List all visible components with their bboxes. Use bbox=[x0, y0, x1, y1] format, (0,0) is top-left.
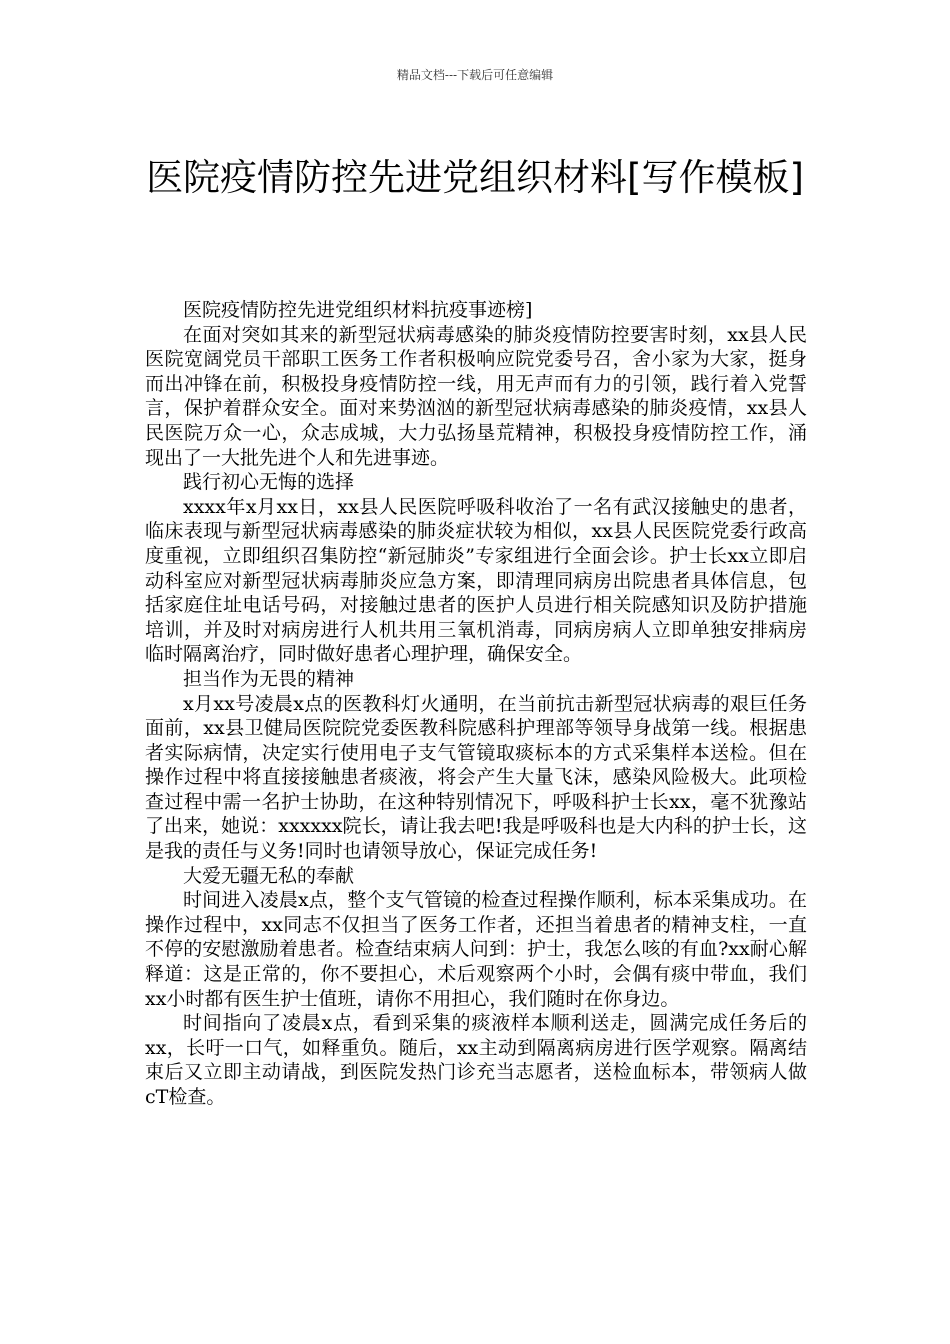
section-heading: 担当作为无畏的精神 bbox=[183, 667, 355, 690]
paragraph: x月xx号凌晨x点的医教科灯火通明，在当前抗击新型冠状病毒的艰巨任务面前，xx县卫健局医院院党委医教科院感科护理部等领导身战第一线。根据患者实际病情，决定实行使用电子支气管镜取痰标本的方式采集样本送检。但在操作过程中将直接接触患者痰液，将会产生大量飞沫，感染风险极大。此项检查过程中需一名护士协助，在这种特别情况下，呼吸科护士长xx，毫不犹豫站了出来，她说：xxxxxx院长，请让我去吧!我是呼吸科也是大内科的护士长，这是我的责任与义务!同时也请领导放心，保证完成任务! bbox=[145, 692, 807, 863]
paragraph: 时间指向了凌晨x点，看到采集的痰液样本顺利送走，圆满完成任务后的xx，长吁一口气，如释重负。随后，xx主动到隔离病房进行医学观察。隔离结束后又立即主动请战，到医院发热门诊充当志愿者，送检血标本，带领病人做cT检查。 bbox=[145, 1012, 807, 1108]
section-heading: 大爱无疆无私的奉献 bbox=[183, 864, 355, 887]
paragraph: 时间进入凌晨x点，整个支气管镜的检查过程操作顺利，标本采集成功。在操作过程中，xx同志不仅担当了医务工作者，还担当着患者的精神支柱，一直不停的安慰激励着患者。检查结束病人问到：护士，我怎么咳的有血?xx耐心解释道：这是正常的，你不要担心，术后观察两个小时，会偶有痰中带血，我们xx小时都有医生护士值班，请你不用担心，我们随时在你身边。 bbox=[145, 889, 807, 1010]
document-title: 医院疫情防控先进党组织材料[写作模板] bbox=[146, 155, 804, 199]
paragraph: 在面对突如其来的新型冠状病毒感染的肺炎疫情防控要害时刻，xx县人民医院宽阔党员干部职工医务工作者积极响应院党委号召，舍小家为大家，挺身而出冲锋在前，积极投身疫情防控一线，用无声而有力的引领，践行着入党誓言，保护着群众安全。面对来势汹汹的新型冠状病毒感染的肺炎疫情，xx县人民医院万众一心，众志成城，大力弘扬垦荒精神，积极投身疫情防控工作，涌现出了一大批先进个人和先进事迹。 bbox=[145, 323, 807, 469]
paragraph: xxxx年x月xx日，xx县人民医院呼吸科收治了一名有武汉接触史的患者，临床表现与新型冠状病毒感染的肺炎症状较为相似，xx县人民医院党委行政高度重视，立即组织召集防控“新冠肺炎”专家组进行全面会诊。护士长xx立即启动科室应对新型冠状病毒肺炎应急方案，即清理同病房出院患者具体信息，包括家庭住址电话号码，对接触过患者的医护人员进行相关院感知识及防护措施培训，并及时对病房进行人机共用三氧机消毒，同病房病人立即单独安排病房临时隔离治疗，同时做好患者心理护理，确保安全。 bbox=[145, 495, 807, 666]
document-body bbox=[145, 298, 807, 1110]
section-heading: 践行初心无悔的选择 bbox=[183, 471, 355, 494]
header-note: 精品文档---下载后可任意编辑 bbox=[396, 68, 554, 82]
paragraph-lead: 医院疫情防控先进党组织材料抗疫事迹榜] bbox=[183, 299, 533, 321]
